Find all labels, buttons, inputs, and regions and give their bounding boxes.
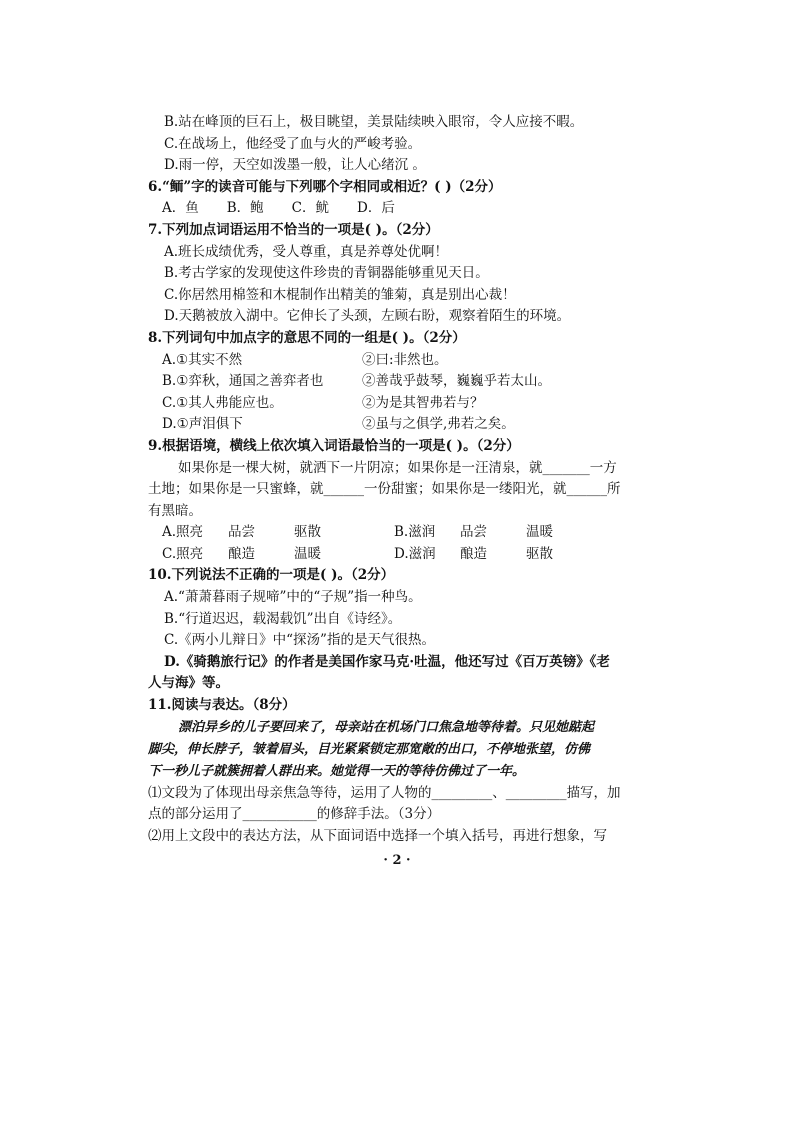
- q8-option: A.①其实不然: [162, 351, 243, 368]
- q9-option: 温暖: [294, 545, 321, 562]
- q8-options: [148, 350, 628, 436]
- q11-passage-line: 脚尖，伸长脖子，皱着眉头，目光紧紧锁定那宽敞的出口，不停地张望，仿佛: [148, 741, 591, 757]
- q9-option: 品尝: [460, 524, 487, 541]
- question-10: 10.下列说法不正确的一项是( )。（2分）: [148, 567, 395, 584]
- q11-passage-line: 下一秒儿子就簇拥着人群出来。她觉得一天的等待仿佛过了一年。: [148, 763, 526, 779]
- q5-option-b: B.站在峰顶的巨石上，极目眺望，美景陆续映入眼帘，令人应接不暇。: [164, 114, 584, 130]
- q9-option: 温暖: [526, 524, 553, 541]
- q6-option: D．后: [357, 200, 395, 217]
- q9-options: [148, 522, 628, 565]
- q5-option-d: D.雨一停，天空如泼墨一般，让人心绪沉 。: [164, 157, 426, 174]
- q11-subquestion-2: ⑵用上文段中的表达方法，从下面词语中选择一个填入括号，再进行想象，写: [148, 827, 607, 844]
- q6-option: B．鲍: [226, 200, 264, 217]
- question-7: 7.下列加点词语运用不恰当的一项是( )。（2分）: [148, 221, 439, 238]
- q6-options: [148, 198, 628, 220]
- q9-option: C.照亮: [162, 545, 204, 562]
- q11-subquestion-1-cont: 点的部分运用了___________的修辞手法。（3分）: [148, 806, 441, 823]
- q8-option: C.①其人弗能应也。: [162, 394, 283, 411]
- q11-passage-line: 漂泊异乡的儿子要回来了，母亲站在机场门口焦急地等待着。只见她踮起: [178, 719, 595, 735]
- q10-option-d: D.《骑鹅旅行记》的作者是美国作家马克·吐温，他还写过《百万英镑》《老: [164, 653, 610, 670]
- q9-passage-line: 土地；如果你是一只蜜蜂，就______一份甜蜜；如果你是一缕阳光，就______所: [148, 481, 621, 498]
- q9-option: 酿造: [228, 545, 255, 562]
- q10-option-a: A.“萧萧暮雨子规啼”中的“子规”指一种鸟。: [164, 589, 422, 606]
- q8-option: ②虽与之俱学,弗若之矣。: [362, 416, 515, 433]
- q8-option: ②曰:非然也。: [362, 351, 448, 368]
- q9-option: 品尝: [228, 524, 255, 541]
- q10-option-b: B.“行道迟迟，载渴载饥”出自《诗经》。: [164, 610, 402, 627]
- q9-option: 酿造: [460, 545, 487, 562]
- q7-option-b: B.考古学家的发现使这件珍贵的青铜器能够重见天日。: [164, 265, 489, 282]
- q8-option: ②为是其智弗若与？: [362, 394, 484, 411]
- q10-option-d-cont: 人与海》等。: [148, 675, 229, 692]
- page-number: · 2 ·: [383, 853, 411, 868]
- q9-passage-line: 如果你是一棵大树，就洒下一片阴凉；如果你是一汪清泉，就_______一方: [178, 459, 617, 476]
- q6-option: A．鱼: [162, 200, 199, 217]
- q7-option-a: A.班长成绩优秀，受人尊重，真是养尊处优啊！: [164, 243, 449, 260]
- q9-option: 驱散: [526, 545, 553, 562]
- question-8: 8.下列词句中加点字的意思不同的一组是( )。（2分）: [148, 329, 466, 346]
- q9-option: B.滋润: [394, 524, 436, 541]
- q9-option: 驱散: [294, 524, 321, 541]
- q10-option-c: C.《两小儿辩日》中“探汤”指的是天气很热。: [164, 632, 435, 649]
- q8-option: ②善哉乎鼓琴，巍巍乎若太山。: [362, 373, 551, 390]
- q6-option: C．鱿: [291, 200, 330, 217]
- q7-option-d: D.天鹅被放入湖中。它伸长了头颈，左顾右盼，观察着陌生的环境。: [164, 308, 571, 325]
- q8-option: D.①声泪俱下: [162, 416, 243, 433]
- q7-option-c: C.你居然用棉签和木棍制作出精美的雏菊，真是别出心裁！: [164, 286, 516, 303]
- question-9: 9.根据语境，横线上依次填入词语最恰当的一项是( )。（2分）: [148, 437, 520, 454]
- q9-option: A.照亮: [162, 524, 204, 541]
- q9-passage-line: 有黑暗。: [148, 502, 202, 519]
- q9-option: D.滋润: [394, 545, 436, 562]
- q11-subquestion-1: ⑴文段为了体现出母亲焦急等待，运用了人物的_________、_________描写，加: [148, 784, 621, 801]
- q8-option: B.①弈秋，通国之善弈者也: [162, 373, 324, 390]
- question-6: 6.“鲕”字的读音可能与下列哪个字相同或相近？( )（2分）: [148, 178, 502, 195]
- page-content: [148, 112, 628, 847]
- question-11: 11.阅读与表达。（8分）: [148, 697, 296, 714]
- q5-option-c: C.在战场上，他经受了血与火的严峻考验。: [164, 135, 422, 152]
